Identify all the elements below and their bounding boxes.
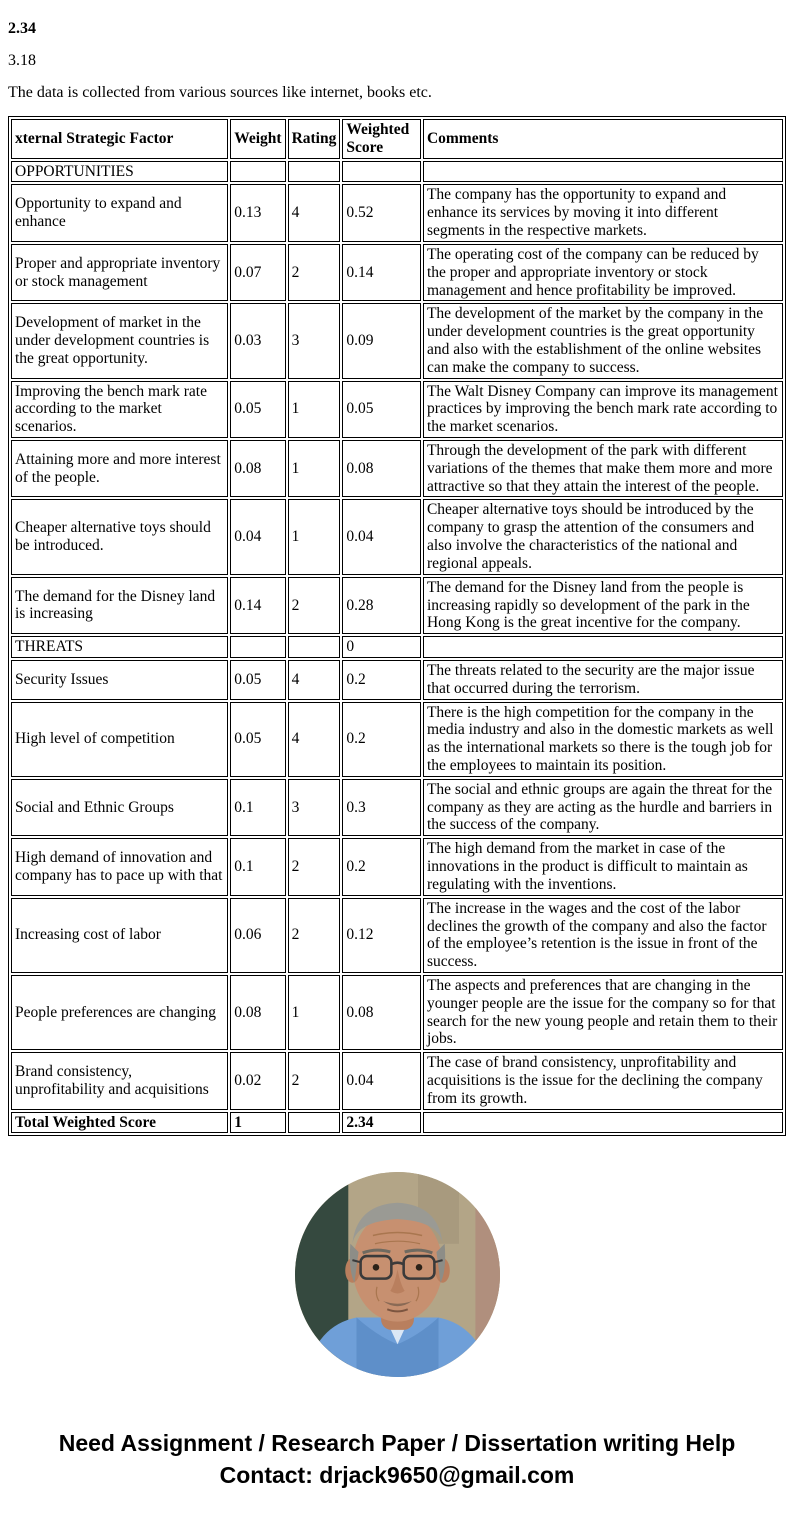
efe-matrix-table [8, 116, 786, 1136]
col-header-rating: Rating [288, 119, 341, 159]
weight-cell: 0.1 [230, 838, 285, 895]
col-header-factor: xternal Strategic Factor [11, 119, 228, 159]
weight-cell: 0.05 [230, 702, 285, 777]
table-row [11, 838, 783, 895]
table-row [11, 184, 783, 241]
table-row [11, 303, 783, 378]
help-text: Need Assignment / Research Paper / Dissertation writing Help [58, 1430, 736, 1457]
factor-cell: Social and Ethnic Groups [11, 779, 228, 836]
weight-cell [230, 636, 285, 658]
weight-cell: 0.1 [230, 779, 285, 836]
comments-cell: The social and ethnic groups are again the threat for the company as they are acting as the hurdle and barriers in the success of the company. [423, 779, 783, 836]
weighted-score-cell: 0.08 [342, 975, 421, 1050]
comments-cell: The demand for the Disney land from the people is increasing rapidly so development of the park in the Hong Kong is the great incentive for the company. [423, 577, 783, 634]
weighted-score-cell: 0.12 [342, 898, 421, 973]
comments-cell: The high demand from the market in case of the innovations in the product is difficult to maintain as regulating with the inventions. [423, 838, 783, 895]
factor-cell: Improving the bench mark rate according to the market scenarios. [11, 381, 228, 438]
table-row [11, 975, 783, 1050]
weight-cell: 0.03 [230, 303, 285, 378]
section-label: OPPORTUNITIES [11, 161, 228, 183]
weighted-score-cell: 0.05 [342, 381, 421, 438]
table-row [11, 381, 783, 438]
factor-cell: Attaining more and more interest of the people. [11, 440, 228, 497]
rating-cell: 2 [288, 244, 341, 301]
rating-cell: 4 [288, 660, 341, 700]
intro-text-block [8, 20, 786, 102]
comments-cell: The operating cost of the company can be reduced by the proper and appropriate inventory or stock management and hence profitability be improved. [423, 244, 783, 301]
weighted-score-cell: 0.09 [342, 303, 421, 378]
weighted-score-cell: 0.2 [342, 660, 421, 700]
total-label: Total Weighted Score [11, 1112, 228, 1134]
comments-cell: The increase in the wages and the cost of the labor declines the growth of the company and also the factor of the employee’s retention is the issue in front of the success. [423, 898, 783, 973]
section-row-threats [11, 636, 783, 658]
weight-cell: 0.04 [230, 499, 285, 574]
rating-cell: 1 [288, 499, 341, 574]
col-header-weighted-score: Weighted Score [342, 119, 421, 159]
table-row [11, 440, 783, 497]
factor-cell: People preferences are changing [11, 975, 228, 1050]
weighted-score-cell: 0.14 [342, 244, 421, 301]
table-row [11, 660, 783, 700]
total-weighted-score-cell: 2.34 [342, 1112, 421, 1134]
col-header-comments: Comments [423, 119, 783, 159]
total-comments-cell [423, 1112, 783, 1134]
comments-cell: The case of brand consistency, unprofitability and acquisitions is the issue for the declining the company from its growth. [423, 1052, 783, 1109]
rating-cell: 4 [288, 702, 341, 777]
rating-cell: 3 [288, 779, 341, 836]
table-row [11, 779, 783, 836]
rating-cell: 2 [288, 838, 341, 895]
factor-cell: Cheaper alternative toys should be introduced. [11, 499, 228, 574]
comments-cell: Cheaper alternative toys should be introduced by the company to grasp the attention of the consumers and also involve the characteristics of the national and regional appeals. [423, 499, 783, 574]
weight-cell: 0.05 [230, 660, 285, 700]
weight-cell: 0.13 [230, 184, 285, 241]
factor-cell: Opportunity to expand and enhance [11, 184, 228, 241]
total-score-line: 2.34 [8, 20, 36, 37]
footer-help-block [8, 1429, 786, 1491]
comments-cell: The company has the opportunity to expand and enhance its services by moving it into different segments in the respective markets. [423, 184, 783, 241]
secondary-score-line: 3.18 [8, 52, 36, 69]
weighted-score-cell: 0.04 [342, 499, 421, 574]
weight-cell: 0.08 [230, 440, 285, 497]
weighted-score-cell: 0.04 [342, 1052, 421, 1109]
weighted-score-cell: 0.28 [342, 577, 421, 634]
rating-cell: 1 [288, 381, 341, 438]
factor-cell: Development of market in the under development countries is the great opportunity. [11, 303, 228, 378]
rating-cell: 1 [288, 975, 341, 1050]
comments-cell: The Walt Disney Company can improve its management practices by improving the bench mark rate according to the market scenarios. [423, 381, 783, 438]
total-weight-cell: 1 [230, 1112, 285, 1134]
rating-cell: 2 [288, 898, 341, 973]
weighted-score-cell [342, 161, 421, 183]
total-rating-cell [288, 1112, 341, 1134]
factor-cell: The demand for the Disney land is increasing [11, 577, 228, 634]
comments-cell [423, 161, 783, 183]
rating-cell: 2 [288, 1052, 341, 1109]
table-header-row [11, 119, 783, 159]
factor-cell: Increasing cost of labor [11, 898, 228, 973]
weighted-score-cell: 0 [342, 636, 421, 658]
comments-cell: There is the high competition for the company in the media industry and also in the domestic markets as well as the international markets so there is the tough job for the employees to maintain its position. [423, 702, 783, 777]
rating-cell: 3 [288, 303, 341, 378]
comments-cell: The development of the market by the company in the under development countries is the great opportunity and also with the establishment of the online websites can make the company to success. [423, 303, 783, 378]
weight-cell: 0.02 [230, 1052, 285, 1109]
weight-cell: 0.08 [230, 975, 285, 1050]
total-weighted-score-row [11, 1112, 783, 1134]
weight-cell: 0.07 [230, 244, 285, 301]
factor-cell: Brand consistency, unprofitability and acquisitions [11, 1052, 228, 1109]
rating-cell: 4 [288, 184, 341, 241]
weighted-score-cell: 0.3 [342, 779, 421, 836]
factor-cell: High level of competition [11, 702, 228, 777]
table-row [11, 244, 783, 301]
table-row [11, 702, 783, 777]
rating-cell: 1 [288, 440, 341, 497]
comments-cell [423, 636, 783, 658]
table-row [11, 898, 783, 973]
rating-cell: 2 [288, 577, 341, 634]
weight-cell: 0.14 [230, 577, 285, 634]
table-row [11, 499, 783, 574]
avatar [295, 1172, 500, 1377]
section-row-opportunities [11, 161, 783, 183]
col-header-weight: Weight [230, 119, 285, 159]
table-row [11, 1052, 783, 1109]
data-source-note: The data is collected from various sources like internet, books etc. [8, 84, 432, 101]
factor-cell: Proper and appropriate inventory or stock management [11, 244, 228, 301]
comments-cell: The threats related to the security are the major issue that occurred during the terrorism. [423, 660, 783, 700]
weight-cell [230, 161, 285, 183]
weighted-score-cell: 0.2 [342, 838, 421, 895]
rating-cell [288, 636, 341, 658]
factor-cell: High demand of innovation and company has to pace up with that [11, 838, 228, 895]
weighted-score-cell: 0.08 [342, 440, 421, 497]
weighted-score-cell: 0.52 [342, 184, 421, 241]
avatar-container [8, 1172, 786, 1377]
table-row [11, 577, 783, 634]
avatar-illustration [295, 1172, 500, 1377]
weight-cell: 0.05 [230, 381, 285, 438]
rating-cell [288, 161, 341, 183]
weight-cell: 0.06 [230, 898, 285, 973]
weighted-score-cell: 0.2 [342, 702, 421, 777]
comments-cell: Through the development of the park with different variations of the themes that make them more and more attractive so that they attain the interest of the people. [423, 440, 783, 497]
contact-email-text: Contact: drjack9650@gmail.com [219, 1462, 575, 1489]
comments-cell: The aspects and preferences that are changing in the younger people are the issue for the company so for that search for the new young people and retain them to their jobs. [423, 975, 783, 1050]
factor-cell: Security Issues [11, 660, 228, 700]
section-label: THREATS [11, 636, 228, 658]
